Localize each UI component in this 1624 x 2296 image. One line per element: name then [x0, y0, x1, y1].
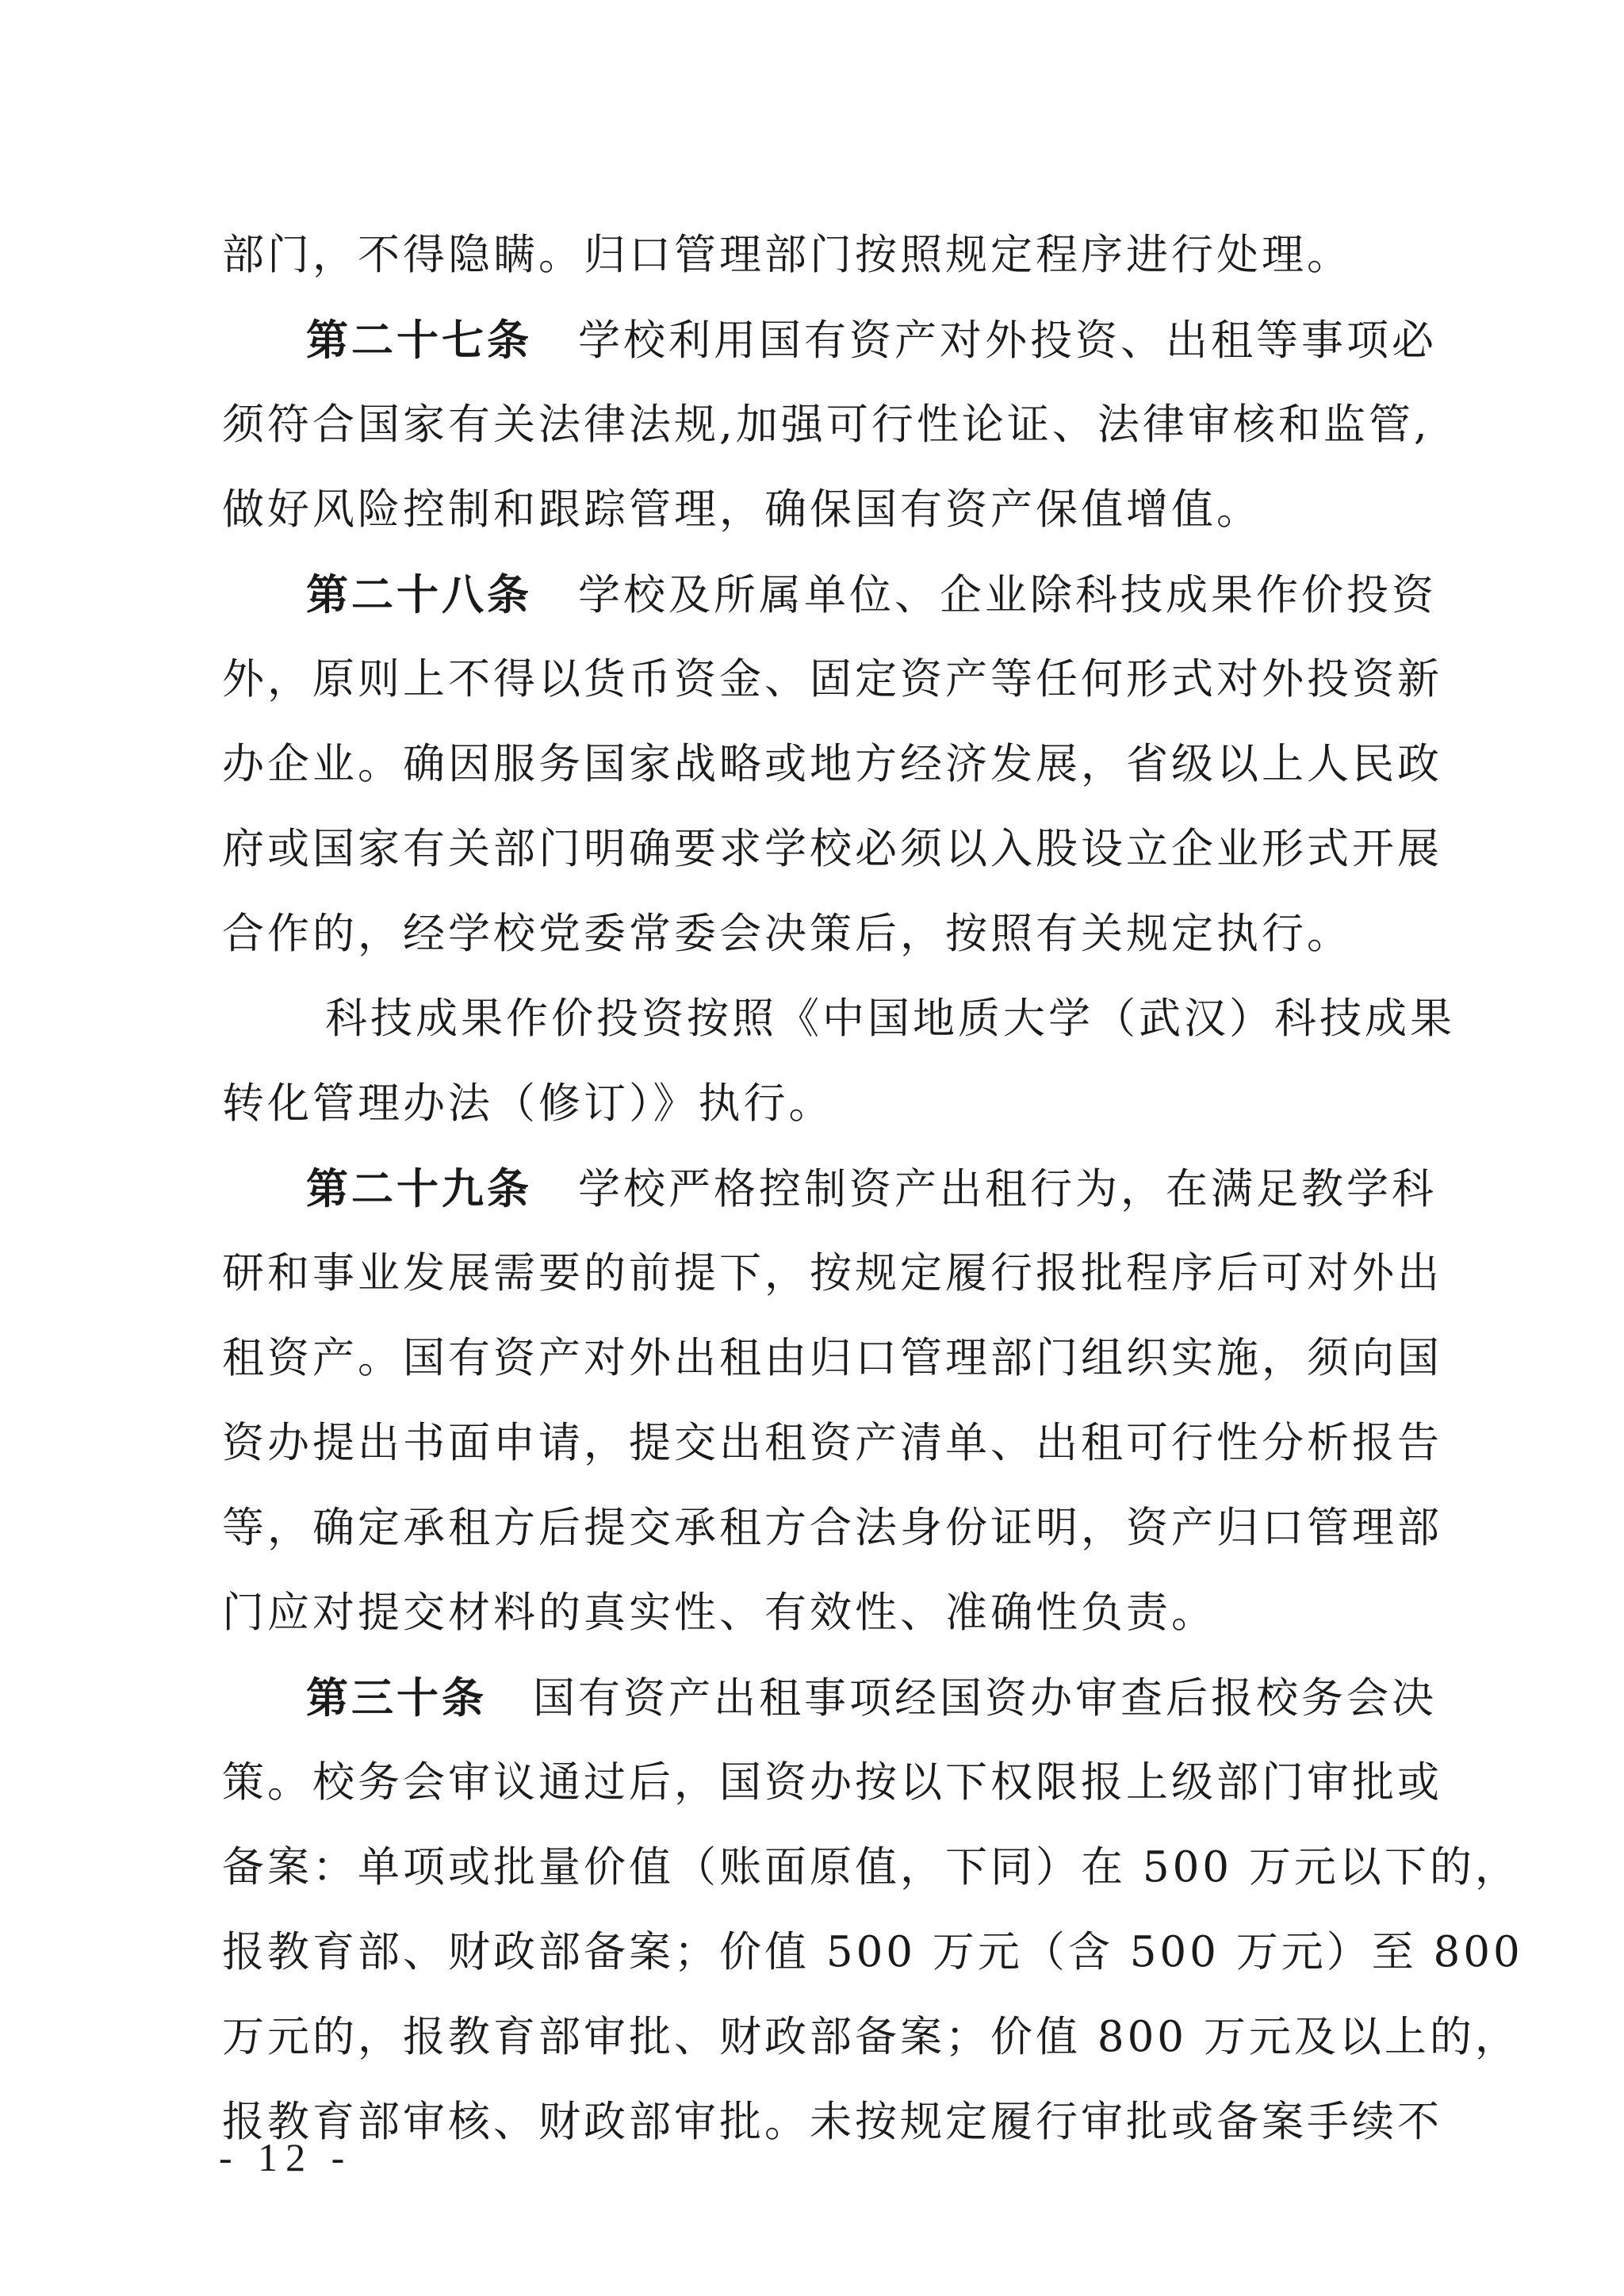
line-text: 外，原则上不得以货币资金、固定资产等任何形式对外投资新 — [222, 655, 1442, 703]
line-text: 府或国家有关部门明确要求学校必须以入股设立企业形式开展 — [222, 825, 1442, 873]
line-text: 学校严格控制资产出租行为，在满足教学科 — [578, 1165, 1437, 1213]
text-line-15 — [222, 1412, 1442, 1475]
article-29-line-1 — [306, 1157, 1437, 1221]
line-text: 科技成果作价投资按照《中国地质大学（武汉）科技成果 — [325, 995, 1455, 1043]
text-line-14 — [222, 1327, 1442, 1390]
page-number: - 12 - — [219, 2135, 353, 2179]
text-line-23 — [222, 2091, 1442, 2154]
article-28-heading: 第二十八条 — [306, 570, 532, 619]
line-text: 学校利用国有资产对外投资、出租等事项必 — [578, 316, 1437, 365]
text-line-3 — [222, 393, 1431, 457]
text-line-1 — [222, 224, 1411, 287]
line-text: 须符合国家有关法律法规,加强可行性论证、法律审核和监管, — [222, 401, 1431, 449]
text-line-9 — [222, 903, 1411, 966]
text-line-7 — [222, 733, 1442, 796]
line-text: 租资产。国有资产对外出租由归口管理部门组织实施，须向国 — [222, 1334, 1442, 1382]
line-text: 策。校务会审议通过后，国资办按以下权限报上级部门审批或 — [222, 1758, 1442, 1807]
line-text: 报教育部审核、财政部审批。未按规定履行审批或备案手续不 — [222, 2098, 1442, 2146]
line-text: 转化管理办法（修订）》执行。 — [222, 1079, 834, 1128]
article-27-heading: 第二十七条 — [306, 316, 532, 365]
line-text: 资办提出书面申请，提交出租资产清单、出租可行性分析报告 — [222, 1419, 1442, 1467]
text-line-21 — [222, 1921, 1523, 1984]
text-line-22 — [222, 2006, 1520, 2069]
text-line-17 — [222, 1581, 1411, 1645]
text-line-8 — [222, 818, 1442, 881]
text-line-16 — [222, 1497, 1442, 1560]
line-text: 办企业。确因服务国家战略或地方经济发展，省级以上人民政 — [222, 740, 1442, 788]
line-text: 等，确定承租方后提交承租方合法身份证明，资产归口管理部 — [222, 1504, 1442, 1552]
line-text: 学校及所属单位、企业除科技成果作价投资 — [578, 571, 1437, 619]
line-text: 备案：单项或批量价值（账面原值，下同）在 500 万元以下的， — [222, 1843, 1520, 1892]
article-30-heading: 第三十条 — [306, 1673, 487, 1723]
line-text: 万元的，报教育部审批、财政部备案；价值 800 万元及以上的， — [222, 2013, 1520, 2061]
text-line-6 — [222, 648, 1442, 711]
line-text: 门应对提交材料的真实性、有效性、准确性负责。 — [222, 1589, 1216, 1637]
line-text: 部门，不得隐瞒。归口管理部门按照规定程序进行处理。 — [222, 231, 1352, 279]
text-line-4 — [222, 478, 1411, 542]
line-text: 合作的，经学校党委常委会决策后，按照有关规定执行。 — [222, 910, 1352, 958]
text-line-10 — [325, 987, 1455, 1051]
article-28-line-1 — [306, 563, 1437, 627]
text-line-11 — [222, 1072, 1411, 1136]
line-text: 报教育部、财政部备案；价值 500 万元（含 500 万元）至 800 — [222, 1928, 1523, 1976]
article-27-line-1 — [306, 309, 1437, 372]
text-line-19 — [222, 1751, 1442, 1815]
article-30-line-1 — [306, 1666, 1437, 1730]
text-line-20 — [222, 1836, 1520, 1899]
line-text: 研和事业发展需要的前提下，按规定履行报批程序后可对外出 — [222, 1249, 1442, 1297]
text-line-13 — [222, 1242, 1442, 1305]
article-29-heading: 第二十九条 — [306, 1164, 532, 1213]
line-text: 做好风险控制和跟踪管理，确保国有资产保值增值。 — [222, 485, 1262, 534]
line-text: 国有资产出租事项经国资办审查后报校务会决 — [533, 1674, 1437, 1723]
